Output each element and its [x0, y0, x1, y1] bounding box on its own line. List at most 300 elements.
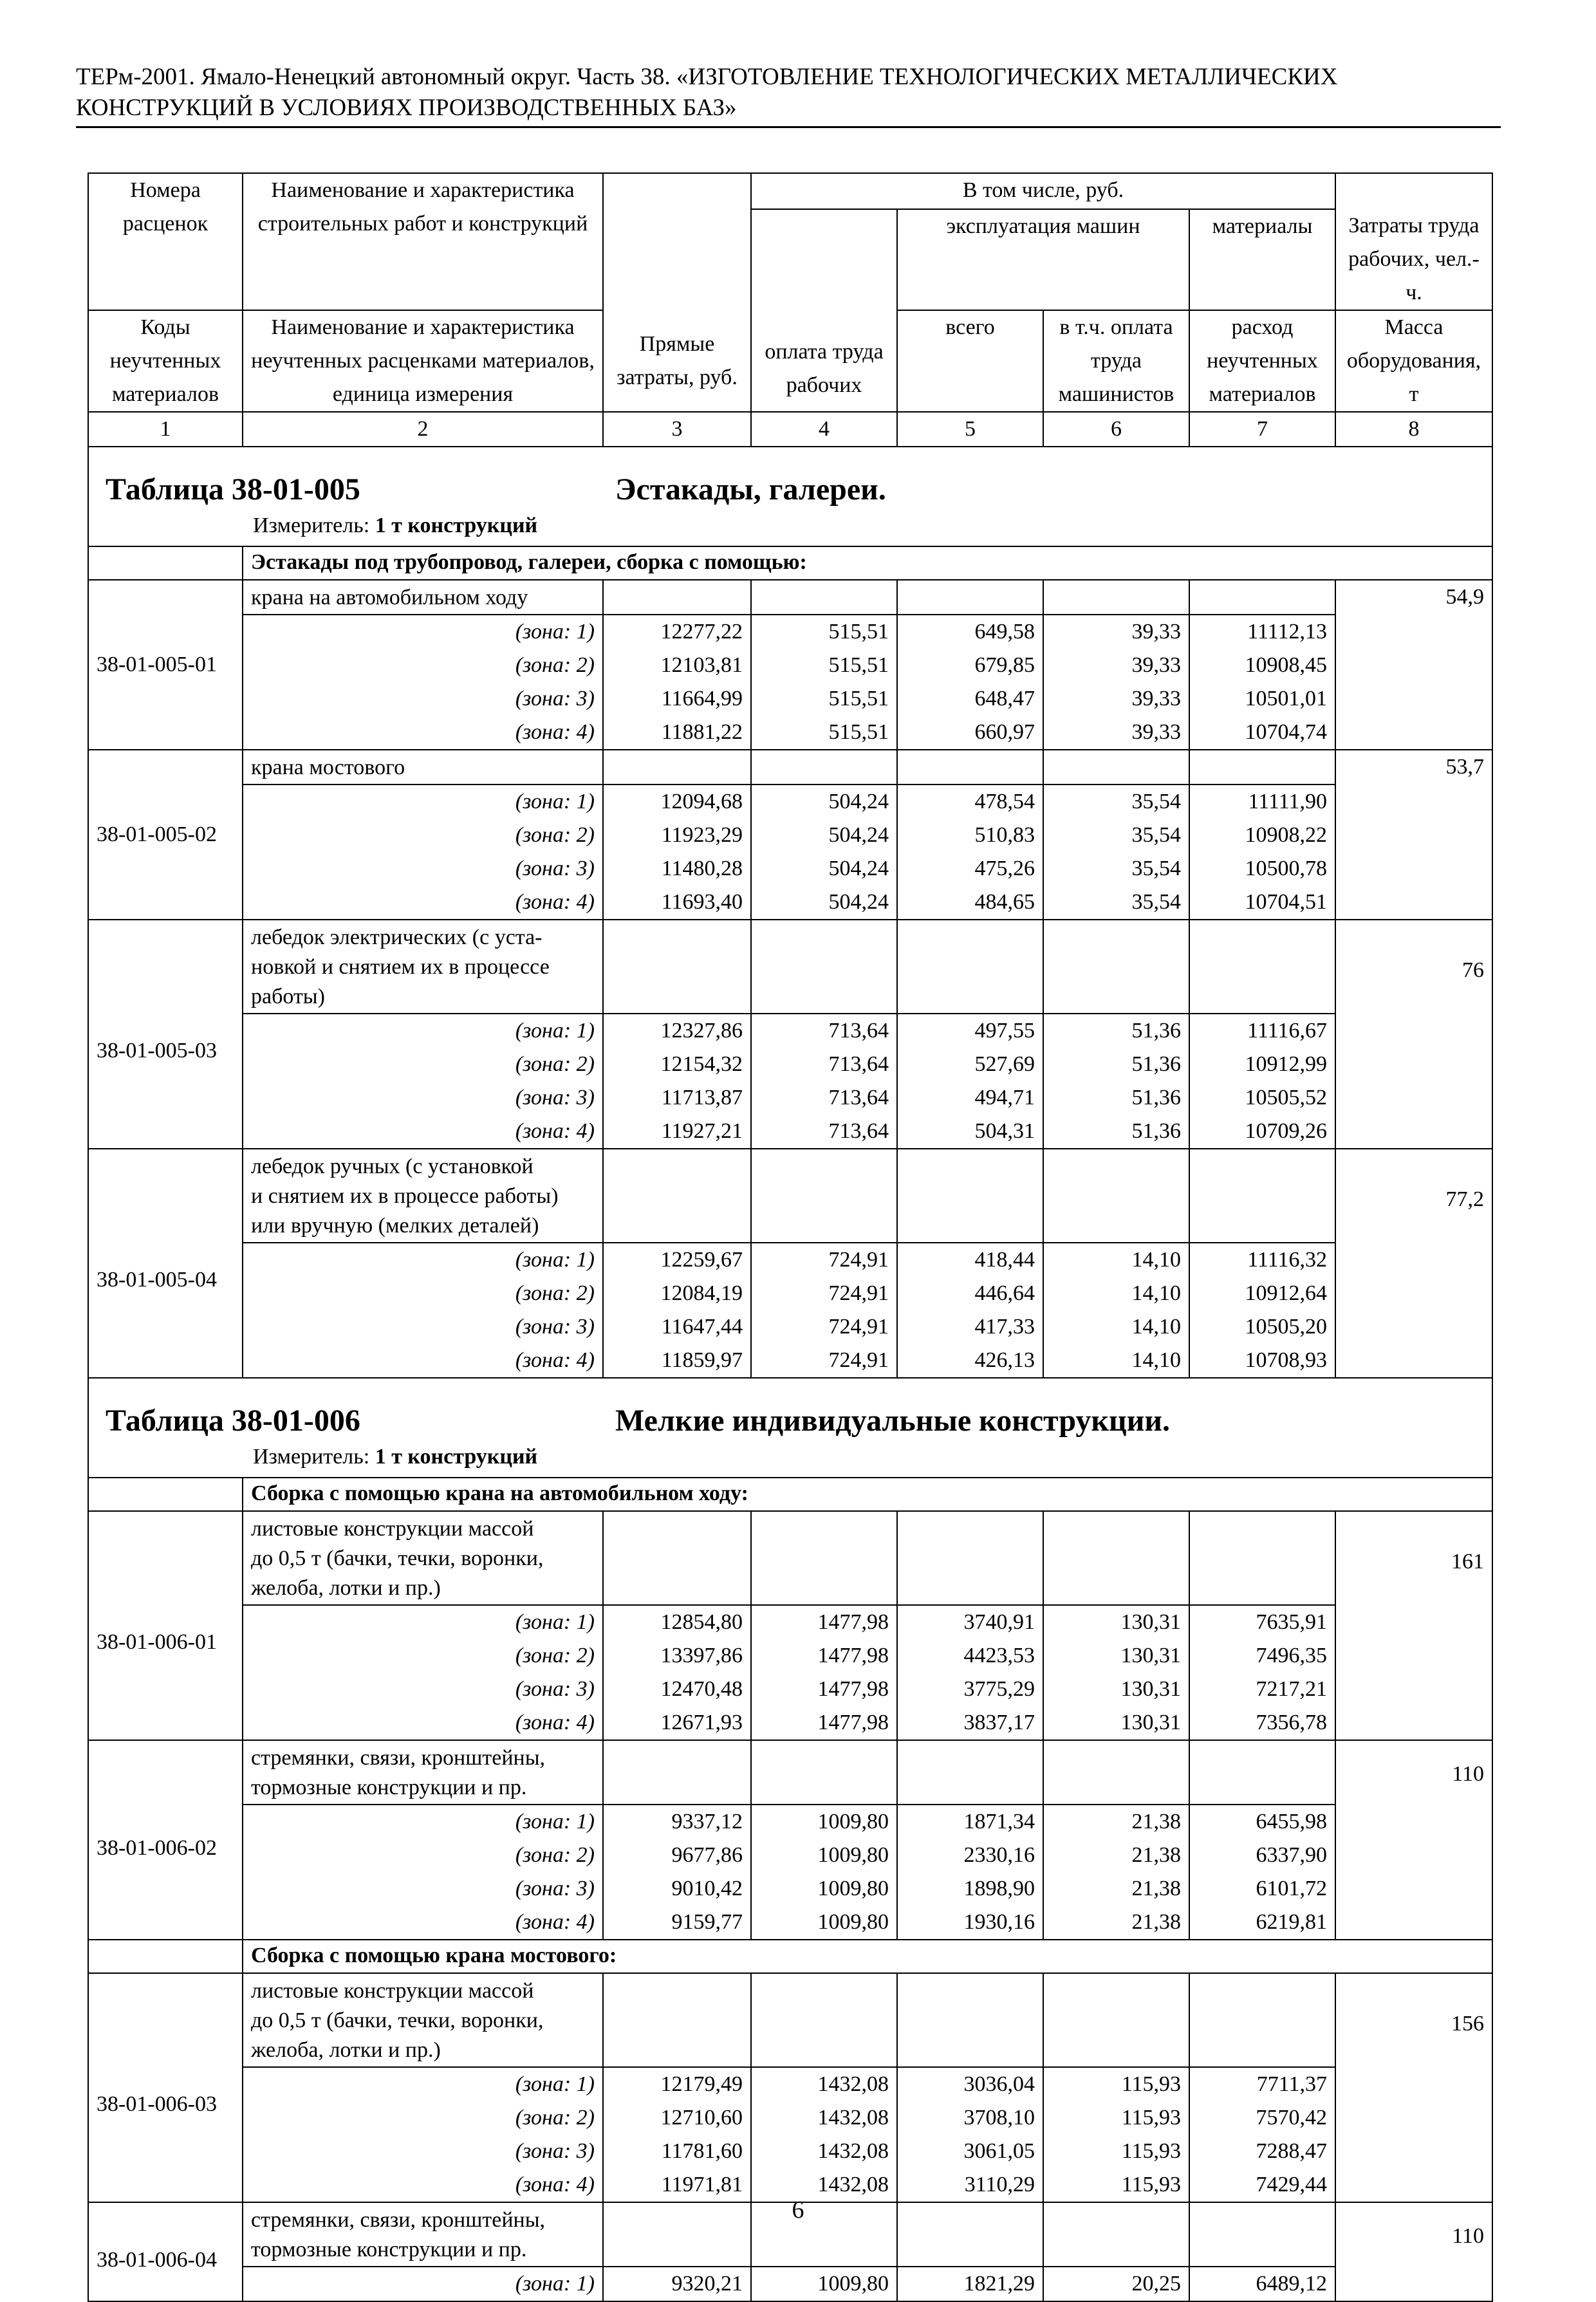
zone-row [88, 1081, 1492, 1115]
zone-row [88, 852, 1492, 886]
empty-cell [603, 1511, 751, 1605]
direct-cost: 12259,67 [603, 1243, 751, 1277]
section-code-cell [88, 1940, 243, 1973]
empty-cell [1189, 1973, 1335, 2067]
zone-row [88, 1839, 1492, 1872]
machinist-wages: 39,33 [1043, 615, 1189, 649]
worker-wages: 1477,98 [751, 1639, 897, 1673]
worker-wages: 1432,08 [751, 2168, 897, 2202]
direct-cost: 11859,97 [603, 1344, 751, 1378]
hdr-empty [1335, 173, 1492, 209]
header-line-1: ТЕРм-2001. Ямало-Ненецкий автономный округ. Часть 38. «ИЗГОТОВЛЕНИЕ ТЕХНОЛОГИЧЕСКИХ МЕТАЛЛИЧЕСКИХ [76, 64, 1338, 90]
direct-cost: 11971,81 [603, 2168, 751, 2202]
empty-cell [1189, 1511, 1335, 1605]
direct-cost: 12854,80 [603, 1605, 751, 1639]
rate-code: 38-01-005-01 [88, 580, 243, 750]
labor-cost: 53,7 [1335, 750, 1492, 920]
labor-cost: 156 [1335, 1973, 1492, 2202]
document-header [76, 62, 1499, 124]
col-number: 1 [88, 412, 243, 447]
material-cost: 6455,98 [1189, 1805, 1335, 1839]
hdr-col3: Прямые затраты, руб. [603, 173, 751, 412]
machinist-wages: 14,10 [1043, 1310, 1189, 1344]
material-cost: 7356,78 [1189, 1706, 1335, 1740]
machine-cost: 1930,16 [897, 1906, 1043, 1940]
machine-cost: 426,13 [897, 1344, 1043, 1378]
zone-label: (зона: 1) [243, 2067, 603, 2101]
zone-row [88, 1673, 1492, 1706]
direct-cost: 9677,86 [603, 1839, 751, 1872]
description-line: и снятием их в процессе работы) [251, 1184, 559, 1208]
hdr-col2-top: Наименование и характеристика строительных работ и конструкций [243, 173, 603, 310]
description-line: стремянки, связи, кронштейны, [251, 1746, 546, 1770]
rate-description [243, 580, 603, 615]
header-rule [76, 126, 1501, 128]
machine-cost: 3740,91 [897, 1605, 1043, 1639]
zone-label: (зона: 1) [243, 1605, 603, 1639]
worker-wages: 1432,08 [751, 2067, 897, 2101]
hdr-col6: в т.ч. оплата труда машинистов [1043, 310, 1189, 412]
direct-cost: 13397,86 [603, 1639, 751, 1673]
hdr-incl: В том числе, руб. [751, 173, 1335, 209]
zone-row [88, 1277, 1492, 1310]
worker-wages: 724,91 [751, 1243, 897, 1277]
empty-cell [603, 750, 751, 784]
measure-value: 1 т конструкций [375, 514, 538, 537]
zone-label: (зона: 2) [243, 1048, 603, 1081]
direct-cost: 11923,29 [603, 819, 751, 852]
zone-row [88, 2067, 1492, 2101]
table-number: Таблица 38-01-006 [106, 1404, 360, 1438]
machine-cost: 527,69 [897, 1048, 1043, 1081]
labor-cost: 76 [1335, 920, 1492, 1149]
worker-wages: 1432,08 [751, 2135, 897, 2168]
material-cost: 7217,21 [1189, 1673, 1335, 1706]
worker-wages: 1432,08 [751, 2101, 897, 2135]
direct-cost: 12084,19 [603, 1277, 751, 1310]
direct-cost: 12154,32 [603, 1048, 751, 1081]
zone-label: (зона: 3) [243, 1310, 603, 1344]
direct-cost: 11693,40 [603, 886, 751, 920]
machinist-wages: 115,93 [1043, 2135, 1189, 2168]
direct-cost: 11881,22 [603, 716, 751, 750]
direct-cost: 9337,12 [603, 1805, 751, 1839]
table-number: Таблица 38-01-005 [106, 472, 360, 506]
zone-row [88, 2267, 1492, 2301]
empty-cell [751, 1740, 897, 1805]
description-line: листовые конструкции массой [251, 1517, 534, 1541]
worker-wages: 713,64 [751, 1081, 897, 1115]
material-cost: 10708,93 [1189, 1344, 1335, 1378]
measure-value: 1 т конструкций [375, 1445, 538, 1469]
rate-code: 38-01-005-04 [88, 1149, 243, 1378]
empty-cell [1043, 1149, 1189, 1243]
machinist-wages: 130,31 [1043, 1605, 1189, 1639]
zone-label: (зона: 2) [243, 819, 603, 852]
machine-cost: 3061,05 [897, 2135, 1043, 2168]
col-number: 5 [897, 412, 1043, 447]
machinist-wages: 21,38 [1043, 1906, 1189, 1940]
empty-cell [897, 1149, 1043, 1243]
worker-wages: 724,91 [751, 1344, 897, 1378]
hdr-col4: оплата труда рабочих [751, 209, 897, 412]
zone-label: (зона: 1) [243, 615, 603, 649]
section-row [88, 546, 1492, 580]
header-row-1 [88, 173, 1492, 209]
zone-label: (зона: 2) [243, 1639, 603, 1673]
empty-cell [897, 580, 1043, 615]
rate-description [243, 1511, 603, 1605]
material-cost: 7496,35 [1189, 1639, 1335, 1673]
description-line: тормозные конструкции и пр. [251, 2238, 527, 2261]
description-line: желоба, лотки и пр.) [251, 1576, 441, 1600]
section-row [88, 1478, 1492, 1511]
zone-row [88, 1706, 1492, 1740]
material-cost: 7570,42 [1189, 2101, 1335, 2135]
zone-label: (зона: 4) [243, 1906, 603, 1940]
zone-row [88, 2135, 1492, 2168]
zone-row [88, 1805, 1492, 1839]
material-cost: 11116,67 [1189, 1014, 1335, 1048]
material-cost: 6101,72 [1189, 1872, 1335, 1906]
machinist-wages: 115,93 [1043, 2168, 1189, 2202]
rate-description [243, 1740, 603, 1805]
direct-cost: 12327,86 [603, 1014, 751, 1048]
machine-cost: 1821,29 [897, 2267, 1043, 2301]
direct-cost: 9159,77 [603, 1906, 751, 1940]
zone-row [88, 615, 1492, 649]
empty-cell [751, 1973, 897, 2067]
material-cost: 6337,90 [1189, 1839, 1335, 1872]
worker-wages: 515,51 [751, 682, 897, 716]
zone-row [88, 1048, 1492, 1081]
machinist-wages: 130,31 [1043, 1673, 1189, 1706]
material-cost: 6219,81 [1189, 1906, 1335, 1940]
rate-code: 38-01-006-01 [88, 1511, 243, 1740]
machinist-wages: 14,10 [1043, 1344, 1189, 1378]
machinist-wages: 115,93 [1043, 2067, 1189, 2101]
direct-cost: 12671,93 [603, 1706, 751, 1740]
worker-wages: 515,51 [751, 716, 897, 750]
description-line: стремянки, связи, кронштейны, [251, 2208, 546, 2232]
zone-row [88, 1872, 1492, 1906]
material-cost: 11116,32 [1189, 1243, 1335, 1277]
zone-label: (зона: 4) [243, 1344, 603, 1378]
zone-label: (зона: 4) [243, 886, 603, 920]
empty-cell [897, 1511, 1043, 1605]
table-name: Мелкие индивидуальные конструкции. [615, 1404, 1171, 1438]
description-line: новкой и снятием их в процессе [251, 955, 550, 979]
direct-cost: 11647,44 [603, 1310, 751, 1344]
empty-cell [897, 750, 1043, 784]
machinist-wages: 39,33 [1043, 682, 1189, 716]
empty-cell [1043, 1973, 1189, 2067]
hdr-col7: расход неучтенных материалов [1189, 310, 1335, 412]
hdr-col8-bottom: Масса оборудования, т [1335, 310, 1492, 412]
hdr-col8-top: Затраты труда рабочих, чел.-ч. [1335, 209, 1492, 310]
measure-label: Измеритель: [253, 514, 370, 537]
worker-wages: 1477,98 [751, 1706, 897, 1740]
machinist-wages: 39,33 [1043, 649, 1189, 682]
zone-label: (зона: 1) [243, 784, 603, 819]
col-number: 2 [243, 412, 603, 447]
empty-cell [1189, 750, 1335, 784]
rate-description [243, 1149, 603, 1243]
price-table-body [88, 173, 1492, 2301]
section-title: Сборка с помощью крана на автомобильном ходу: [243, 1478, 1492, 1511]
machinist-wages: 51,36 [1043, 1048, 1189, 1081]
machine-cost: 418,44 [897, 1243, 1043, 1277]
empty-cell [1043, 920, 1189, 1014]
description-line: крана на автомобильном ходу [251, 586, 528, 609]
material-cost: 6489,12 [1189, 2267, 1335, 2301]
labor-cost: 110 [1335, 1740, 1492, 1940]
machinist-wages: 20,25 [1043, 2267, 1189, 2301]
machinist-wages: 14,10 [1043, 1243, 1189, 1277]
empty-cell [897, 920, 1043, 1014]
measure-label: Измеритель: [253, 1445, 370, 1469]
material-cost: 7711,37 [1189, 2067, 1335, 2101]
labor-cost: 110 [1335, 2202, 1492, 2301]
zone-label: (зона: 3) [243, 852, 603, 886]
machinist-wages: 130,31 [1043, 1639, 1189, 1673]
description-line: лебедок электрических (с уста- [251, 925, 543, 949]
zone-row [88, 716, 1492, 750]
header-line-2: КОНСТРУКЦИЙ В УСЛОВИЯХ ПРОИЗВОДСТВЕННЫХ БАЗ» [76, 95, 737, 121]
machinist-wages: 35,54 [1043, 784, 1189, 819]
material-cost: 10704,74 [1189, 716, 1335, 750]
rate-row [88, 1973, 1492, 2067]
zone-label: (зона: 2) [243, 2101, 603, 2135]
material-cost: 10709,26 [1189, 1115, 1335, 1149]
page-number: 6 [792, 2196, 804, 2223]
material-cost: 10500,78 [1189, 852, 1335, 886]
col-number: 4 [751, 412, 897, 447]
price-table-wrapper [88, 172, 1492, 2302]
zone-label: (зона: 2) [243, 649, 603, 682]
rate-code: 38-01-005-02 [88, 750, 243, 920]
machine-cost: 504,31 [897, 1115, 1043, 1149]
worker-wages: 1009,80 [751, 1805, 897, 1839]
zone-row [88, 1014, 1492, 1048]
zone-label: (зона: 4) [243, 716, 603, 750]
hdr-materials: материалы [1189, 209, 1335, 310]
machinist-wages: 35,54 [1043, 886, 1189, 920]
zone-row [88, 1310, 1492, 1344]
worker-wages: 504,24 [751, 784, 897, 819]
hdr-col1-bottom: Коды неучтенных материалов [88, 310, 243, 412]
zone-label: (зона: 1) [243, 1243, 603, 1277]
zone-row [88, 1639, 1492, 1673]
direct-cost: 11480,28 [603, 852, 751, 886]
worker-wages: 1009,80 [751, 1906, 897, 1940]
empty-cell [1189, 580, 1335, 615]
zone-label: (зона: 3) [243, 2135, 603, 2168]
machine-cost: 2330,16 [897, 1839, 1043, 1872]
worker-wages: 1477,98 [751, 1605, 897, 1639]
rate-row [88, 1511, 1492, 1605]
measure-unit [253, 512, 537, 540]
worker-wages: 1477,98 [751, 1673, 897, 1706]
direct-cost: 11664,99 [603, 682, 751, 716]
empty-cell [1189, 1149, 1335, 1243]
direct-cost: 12277,22 [603, 615, 751, 649]
machine-cost: 648,47 [897, 682, 1043, 716]
machine-cost: 1871,34 [897, 1805, 1043, 1839]
direct-cost: 11927,21 [603, 1115, 751, 1149]
rate-code: 38-01-006-03 [88, 1973, 243, 2202]
machine-cost: 679,85 [897, 649, 1043, 682]
worker-wages: 724,91 [751, 1310, 897, 1344]
material-cost: 10908,22 [1189, 819, 1335, 852]
rate-description [243, 920, 603, 1014]
zone-row [88, 649, 1492, 682]
description-line: лебедок ручных (с установкой [251, 1155, 534, 1178]
worker-wages: 713,64 [751, 1115, 897, 1149]
machinist-wages: 35,54 [1043, 819, 1189, 852]
zone-row [88, 682, 1492, 716]
empty-cell [1043, 580, 1189, 615]
zone-row [88, 1243, 1492, 1277]
empty-cell [1043, 750, 1189, 784]
table-title-row [88, 447, 1492, 546]
machine-cost: 1898,90 [897, 1872, 1043, 1906]
zone-label: (зона: 3) [243, 682, 603, 716]
zone-label: (зона: 1) [243, 1805, 603, 1839]
worker-wages: 515,51 [751, 615, 897, 649]
machine-cost: 3036,04 [897, 2067, 1043, 2101]
empty-cell [603, 1149, 751, 1243]
measure-unit [253, 1443, 537, 1471]
machine-cost: 3837,17 [897, 1706, 1043, 1740]
col-number: 7 [1189, 412, 1335, 447]
empty-cell [1189, 1740, 1335, 1805]
zone-row [88, 886, 1492, 920]
worker-wages: 515,51 [751, 649, 897, 682]
machine-cost: 3775,29 [897, 1673, 1043, 1706]
worker-wages: 1009,80 [751, 1872, 897, 1906]
empty-cell [603, 580, 751, 615]
section-code-cell [88, 1478, 243, 1511]
labor-cost: 161 [1335, 1511, 1492, 1740]
machine-cost: 497,55 [897, 1014, 1043, 1048]
material-cost: 10505,20 [1189, 1310, 1335, 1344]
machine-cost: 417,33 [897, 1310, 1043, 1344]
description-line: тормозные конструкции и пр. [251, 1776, 527, 1799]
worker-wages: 504,24 [751, 819, 897, 852]
zone-label: (зона: 4) [243, 1115, 603, 1149]
hdr-col1-top: Номера расценок [88, 173, 243, 310]
table-name: Эстакады, галереи. [615, 472, 886, 506]
description-line: до 0,5 т (бачки, течки, воронки, [251, 1546, 544, 1570]
empty-cell [603, 920, 751, 1014]
zone-label: (зона: 3) [243, 1872, 603, 1906]
labor-cost: 54,9 [1335, 580, 1492, 750]
empty-cell [751, 580, 897, 615]
table-title-block [88, 1378, 1492, 1478]
section-code-cell [88, 546, 243, 580]
col-number: 3 [603, 412, 751, 447]
direct-cost: 9010,42 [603, 1872, 751, 1906]
labor-cost: 77,2 [1335, 1149, 1492, 1378]
zone-label: (зона: 3) [243, 1673, 603, 1706]
hdr-machines: эксплуатация машин [897, 209, 1189, 310]
empty-cell [751, 750, 897, 784]
machine-cost: 475,26 [897, 852, 1043, 886]
machine-cost: 3110,29 [897, 2168, 1043, 2202]
direct-cost: 12710,60 [603, 2101, 751, 2135]
rate-code: 38-01-005-03 [88, 920, 243, 1149]
price-table [88, 172, 1493, 2302]
empty-cell [1043, 1740, 1189, 1805]
machine-cost: 446,64 [897, 1277, 1043, 1310]
direct-cost: 11781,60 [603, 2135, 751, 2168]
machinist-wages: 14,10 [1043, 1277, 1189, 1310]
empty-cell [897, 1740, 1043, 1805]
material-cost: 11112,13 [1189, 615, 1335, 649]
worker-wages: 504,24 [751, 886, 897, 920]
direct-cost: 11713,87 [603, 1081, 751, 1115]
material-cost: 10501,01 [1189, 682, 1335, 716]
hdr-col2-bottom: Наименование и характеристика неучтенных расценками материалов, единица измерения [243, 310, 603, 412]
material-cost: 10912,99 [1189, 1048, 1335, 1081]
rate-row [88, 920, 1492, 1014]
material-cost: 7429,44 [1189, 2168, 1335, 2202]
machinist-wages: 51,36 [1043, 1081, 1189, 1115]
zone-row [88, 1605, 1492, 1639]
worker-wages: 1009,80 [751, 2267, 897, 2301]
zone-label: (зона: 2) [243, 1839, 603, 1872]
direct-cost: 9320,21 [603, 2267, 751, 2301]
rate-row [88, 1149, 1492, 1243]
direct-cost: 12103,81 [603, 649, 751, 682]
zone-label: (зона: 3) [243, 1081, 603, 1115]
description-line: крана мостового [251, 756, 405, 779]
col-number: 6 [1043, 412, 1189, 447]
machinist-wages: 130,31 [1043, 1706, 1189, 1740]
machine-cost: 478,54 [897, 784, 1043, 819]
machinist-wages: 51,36 [1043, 1014, 1189, 1048]
section-title: Эстакады под трубопровод, галереи, сборка с помощью: [243, 546, 1492, 580]
material-cost: 10505,52 [1189, 1081, 1335, 1115]
section-title: Сборка с помощью крана мостового: [243, 1940, 1492, 1973]
worker-wages: 1009,80 [751, 1839, 897, 1872]
machine-cost: 3708,10 [897, 2101, 1043, 2135]
description-line: или вручную (мелких деталей) [251, 1214, 539, 1238]
table-title-row [88, 1378, 1492, 1478]
zone-row [88, 819, 1492, 852]
machinist-wages: 51,36 [1043, 1115, 1189, 1149]
zone-row [88, 2101, 1492, 2135]
table-title-block [88, 447, 1492, 546]
rate-row [88, 750, 1492, 784]
empty-cell [751, 1149, 897, 1243]
zone-row [88, 1115, 1492, 1149]
zone-label: (зона: 1) [243, 2267, 603, 2301]
description-line: желоба, лотки и пр.) [251, 2038, 441, 2062]
machine-cost: 4423,53 [897, 1639, 1043, 1673]
zone-label: (зона: 4) [243, 2168, 603, 2202]
empty-cell [1189, 920, 1335, 1014]
machinist-wages: 115,93 [1043, 2101, 1189, 2135]
machine-cost: 494,71 [897, 1081, 1043, 1115]
description-line: до 0,5 т (бачки, течки, воронки, [251, 2009, 544, 2032]
machinist-wages: 21,38 [1043, 1805, 1189, 1839]
zone-row [88, 1344, 1492, 1378]
rate-code: 38-01-006-02 [88, 1740, 243, 1940]
hdr-col5: всего [897, 310, 1043, 412]
empty-cell [897, 1973, 1043, 2067]
